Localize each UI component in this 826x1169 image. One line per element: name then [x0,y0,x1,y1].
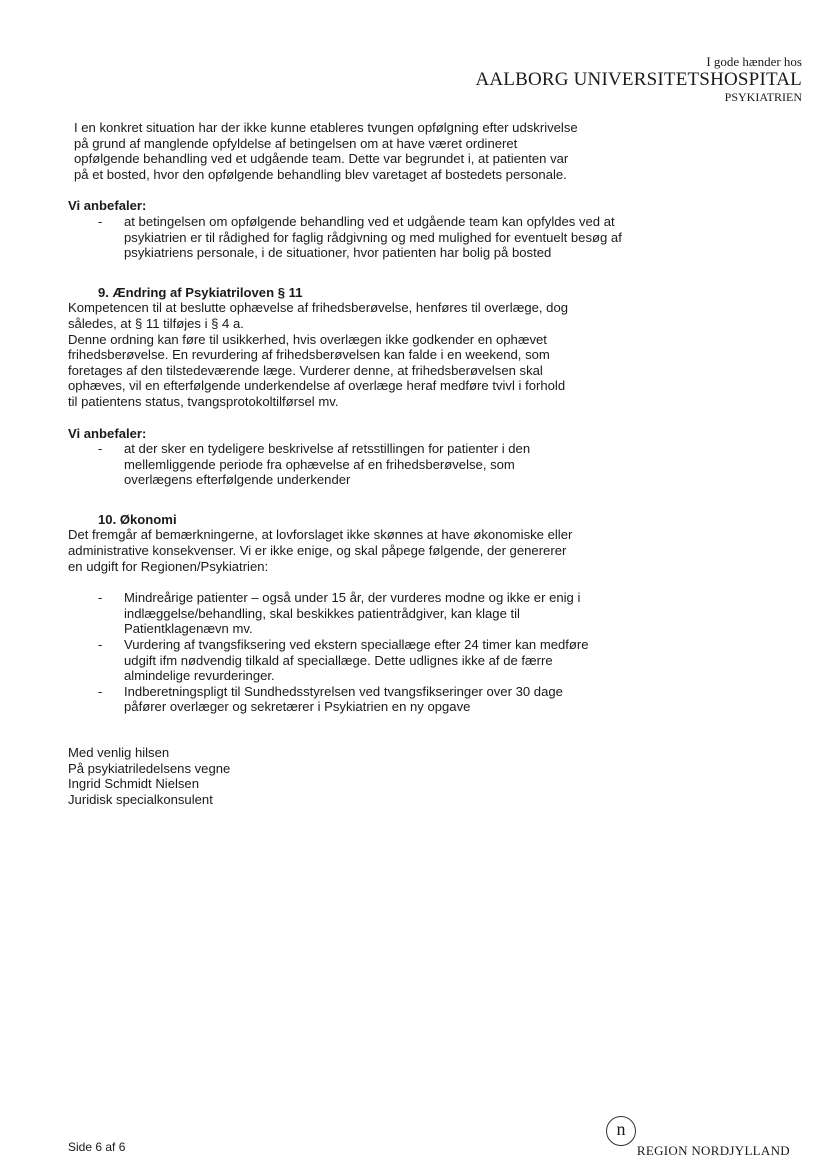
list-item: - at betingelsen om opfølgende behandling ved et udgående team kan opfyldes ved at psykiatrien er til rådighed for faglig rådgivning og med mulighed for eventuelt besøg af psykiatriens personale, i de situationer, hvor patienten har bolig på bosted [98,214,628,261]
list-item: - at der sker en tydeligere beskrivelse af retsstillingen for patienter i den mellemliggende periode fra ophævelse af en frihedsberøvelse, som overlægens efterfølgende underkender [98,441,558,488]
recommendation-1 [68,198,628,260]
letterhead [475,54,802,104]
section-title: 10. Økonomi [98,511,177,527]
letterhead-tagline: I gode hænder hos [706,54,802,69]
closing-behalf: På psykiatriledelsens vegne [68,760,231,776]
section-line: Denne ordning kan føre til usikkerhed, hvis overlægen ikke godkender en ophævet [68,331,547,347]
section-line: ophæves, vil en efterfølgende underkendelse af overlæge heraf medføre tvivl i forhold [68,378,566,394]
section-line: til patientens status, tvangsprotokoltilførsel mv. [68,393,339,409]
cost-list [68,590,598,715]
letterhead-hospital: AALBORG UNIVERSITETSHOSPITAL [475,69,802,90]
list-item: - Indberetningspligt til Sundhedsstyrelsen ved tvangsfikseringer over 30 dage påfører overlæger og sekretærer i Psykiatrien en ny opgave [98,684,598,715]
recommendation-heading: Vi anbefaler: [68,425,147,441]
signer-role: Juridisk specialkonsulent [68,791,213,807]
page-number: Side 6 af 6 [68,1140,126,1154]
recommendation-2 [68,426,628,488]
region-logo-icon: n [606,1116,636,1146]
section-line: frihedsberøvelse. En revurdering af frihedsberøvelsen kan falde i en weekend, som [68,347,550,363]
signer-name: Ingrid Schmidt Nielsen [68,776,199,792]
intro-line: på grund af manglende opfyldelse af betingelsen om at have været ordineret [74,135,518,151]
section-title: 9. Ændring af Psykiatriloven § 11 [98,284,303,300]
closing [68,745,628,807]
section-line: foretages af den tilstedeværende læge. Vurderer denne, at frihedsberøvelsen skal [68,362,543,378]
intro-line: I en konkret situation har der ikke kunne etableres tvungen opfølgning efter udskrivelse [74,120,578,135]
recommendation-list [68,441,558,488]
region-name: REGION NORDJYLLAND [636,1143,790,1158]
closing-greeting: Med venlig hilsen [68,745,170,760]
section-line: Det fremgår af bemærkningerne, at lovforslaget ikke skønnes at have økonomiske eller [68,527,573,543]
section-line: en udgift for Regionen/Psykiatrien: [68,558,269,574]
list-item: - Vurdering af tvangsfiksering ved ekstern speciallæge efter 24 timer kan medføre udgift ifm nødvendig tilkald af speciallæge. Dette udlignes ikke af de færre almindelige revurderinger. [98,637,598,684]
letter-body [68,120,628,807]
intro-paragraph [68,120,628,182]
section-line: administrative konsekvenser. Vi er ikke enige, og skal påpege følgende, der genererer [68,543,567,559]
section-10 [68,512,628,715]
intro-line: opfølgende behandling ved et udgående team. Dette var begrundet i, at patienten var [74,151,569,167]
intro-line: på et bosted, hvor den opfølgende behandling blev varetaget af bostedets personale. [74,166,567,182]
list-item: - Mindreårige patienter – også under 15 år, der vurderes modne og ikke er enig i indlæggelse/behandling, skal beskikkes patientrådgiver, kan klage til Patientklagenævn mv. [98,590,598,637]
section-9 [68,285,628,410]
section-line: således, at § 11 tilføjes i § 4 a. [68,315,244,331]
section-line: Kompetencen til at beslutte ophævelse af frihedsberøvelse, henføres til overlæge, dog [68,300,569,316]
letterhead-department: PSYKIATRIEN [724,90,802,104]
recommendation-list [68,214,628,261]
recommendation-heading: Vi anbefaler: [68,198,147,214]
